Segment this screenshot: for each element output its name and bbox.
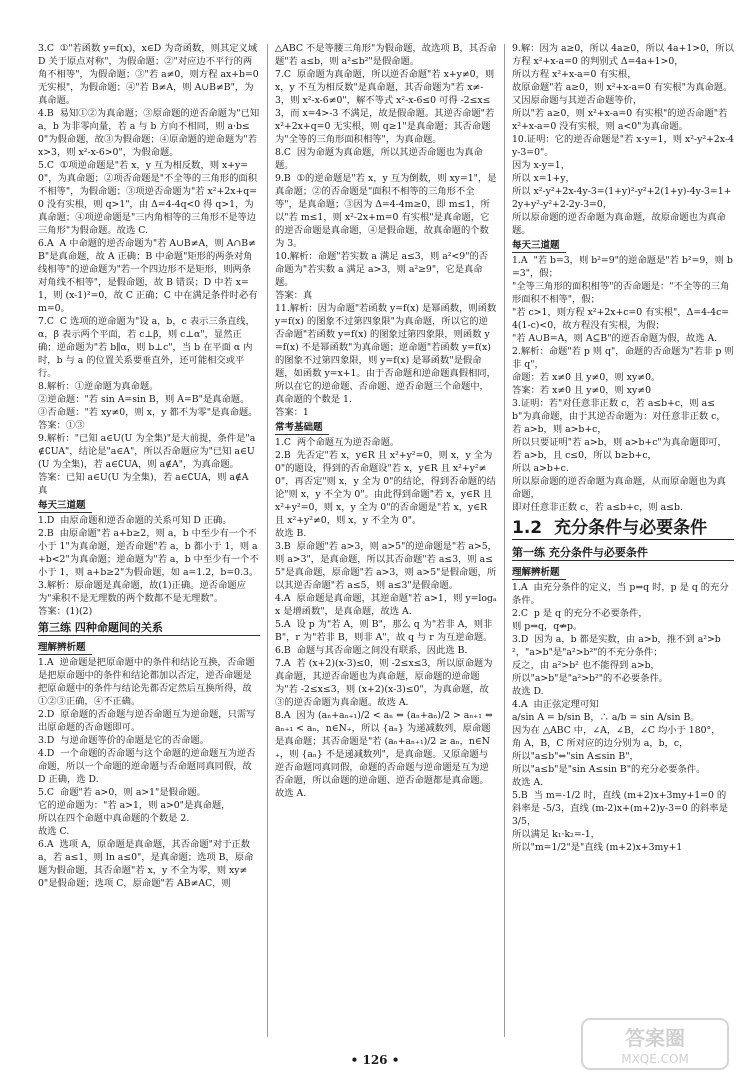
column-divider-left <box>267 44 268 1037</box>
answer-item: 2.解析：命题"若 p 则 q"，命题的否命题为"若非 p 则非 q"， 命题：若 x≠0 且 y≠0，则 xy≠0。 答案：若 x≠0 且 y≠0，则 xy≠0 <box>512 346 734 396</box>
subsection-heading-wrap <box>38 639 260 656</box>
answer-item: 5.B 当 m=-1/2 时，直线 (m+2)x+3my+1=0 的斜率是 -5/3，直线 (m-2)x+(m+2)y-3=0 的斜率是 3/5， 所以满足 k₁·k₂=-1， 所以"m=1/2"是"直线 (m+2)x+3my+1 <box>512 790 728 853</box>
answer-item: 1.A "若 b=3，则 b²=9"的逆命题是"若 b²=9，则 b=3"，假； "全等三角形的面积相等"的否命题是："不全等的三角形面积不相等"，假； "若 c>1，则方程 x²+2x+c=0 有实根"，Δ=4-4c=4(1-c)<0，故方程没有实根，为假； "若 A∪B=A，则 A⊆B"的逆否命题为假，故选 A. <box>512 255 733 344</box>
answer-item: 4.A 原命题是真命题，其逆命题"若 a>1，则 y=logₐx 是增函数"，是真命题，故选 A. <box>275 593 497 617</box>
answer-item: 1.D 由原命题和逆否命题的关系可知 D 正确。 <box>38 515 232 526</box>
answer-item: 3.C ①"若函数 y=f(x)，x∈D 为奇函数，则其定义域 D 关于原点对称"，为假命题；②"对应边不平行的两角不相等"，为假命题；③"若 a≠0，则方程 ax+b=0 无实根"，为假命题；④"若 B≠A，则 A∪B≠B"，为真命题。 <box>38 43 262 106</box>
svg-text:MXQE.COM: MXQE.COM <box>621 1052 689 1066</box>
answer-item: 9.B ①的逆命题是"若 x，y 互为倒数，则 xy=1"，是真命题；②的否命题是"面积不相等的三角形不全等"，是真命题；③因为 Δ=4-4m≥0，即 m≤1，所以"若 m≤1，则 x²-2x+m=0 有实根"是真命题，它的逆否命题是真命题，④是假命题，故真命题的个数为 3。 <box>275 173 497 249</box>
answer-item: 5.C 命题"若 a>0，则 a>1"是假命题。 它的逆命题为："若 a>1，则 a>0"是真命题， 所以在四个命题中真命题的个数是 2. 故选 C. <box>38 787 231 837</box>
answer-item: 5.C ①项逆命题是"若 x，y 互为相反数，则 x+y=0"，为真命题；②项否命题是"不全等的三角形的面积不相等"，为假命题；③项逆否命题为"若 x²+2x+q=0 没有实根，则 q>1"，由 Δ=4-4q<0 得 q>1，为真命题；④项逆命题是"三内角相等的三角形不是等边三角形"为假命题。故选 C. <box>38 160 258 236</box>
subsection-heading-wrap <box>512 237 734 254</box>
lesson-heading: 第一练 充分条件与必要条件 <box>512 546 734 561</box>
answer-item: 4.A 由正弦定理可知 a/sin A = b/sin B，∴ a/b = sin A/sin B。 因为在 △ABC 中，∠A，∠B，∠C 均小于 180°， 角 A，B，C 所对应的边分别为 a，b，c， 所以"a≤b"⇔"sin A≤sin B"， 所以"a≤b"是"sin A≤sin B"的充分必要条件。 故选 A. <box>512 699 721 788</box>
answer-item: 4.D 一个命题的否命题与这个命题的逆命题互为逆否命题，所以一个命题的逆命题与否命题同真同假，故 D 正确，选 D. <box>38 748 256 785</box>
answer-item: 4.B 易知①②为真命题；③原命题的逆否命题为"已知 a，b 为非零向量，若 a 与 b 方向不相同，则 a·b≤0"为假命题，故③为假命题；④原命题的逆命题为"若 x>3，则 x²-x-6>0"，为假命题。 <box>38 108 263 158</box>
subsection-heading: 理解辨析题 <box>512 566 566 580</box>
answer-column-middle <box>275 42 497 1041</box>
lesson-heading: 第三练 四种命题间的关系 <box>38 621 260 636</box>
answer-item: 9.解析："已知 a∈U(U 为全集)"是大前提，条件是"a∉∁UA"，结论是"a∈A"，所以否命题应为"已知 a∈U(U 为全集)，若 a∈∁UA，则 a∉A"，为真命题。 答案：已知 a∈U(U 为全集)，若 a∈∁UA，则 a∉A 真 <box>38 433 256 496</box>
answer-item: 3.B 原命题"若 a>3，则 a>5"的逆命题是"若 a>5，则 a>3"，是真命题，所以其否命题"若 a≤3，则 a≤5"是真命题，原命题"若 a>3，则 a>5"是假命题，所以其逆否命题"若 a≤5，则 a≤3"是假命题。 <box>275 541 497 591</box>
answer-item: 3.D 与逆命题等价的命题是它的否命题。 <box>38 735 209 746</box>
answer-item: 1.A 由充分条件的定义，当 p⇒q 时，p 是 q 的充分条件。 <box>512 582 729 606</box>
answer-column-left <box>38 42 263 1041</box>
subsection-heading: 每天三道题 <box>512 239 566 253</box>
answer-item: 3.证明：若"对任意非正数 c，若 a≤b+c，则 a≤b"为真命题，由于其逆否命题为：对任意非正数 c，若 a>b，则 a>b+c， 所以只要证明"若 a>b，则 a>b+c"为真命题即可， 若 a>b，且 c≤0，所以 b≥b+c， 所以 a>b+c. 所以原命题的逆否命题为真命题，从而原命题也为真命题， 即对任意非正数 c，若 a≤b+c，则 a≤b. <box>512 398 727 513</box>
answer-item: 2.C p 是 q 的充分不必要条件， 则 p⇒q，q⇏p。 <box>512 608 648 632</box>
answer-item: 5.A 设 p 为"若 A，则 B"，那么 q 为"若非 A，则非 B"，r 为"若非 B，则非 A"，故 q 与 r 为互逆命题。 <box>275 619 496 643</box>
subsection-heading: 每天三道题 <box>38 499 92 513</box>
answer-item: 2.B 由原命题"若 a+b≥2，则 a，b 中至少有一个不小于 1"为真命题，逆否命题"若 a，b 都小于 1，则 a+b<2"为真命题；逆命题为"若 a，b 中至少有一个不小于 1，则 a+b≥2"为假命题，如 a=1.2，b=0.3。 <box>38 528 259 578</box>
answer-item: 3.D 因为 a，b 都是实数，由 a>b，推不到 a²>b²，"a>b"是"a²>b²"的不充分条件； 反之，由 a²>b² 也不能得到 a>b， 所以"a>b"是"a²>b²"的不必要条件。 故选 D. <box>512 634 721 697</box>
answer-item: 1.A 逆命题是把原命题中的条件和结论互换，否命题是把原命题中的条件和结论都加以否定，逆否命题是把原命题中的条件与结论先都否定然后互换所得，故①②③正确，④不正确。 <box>38 657 255 707</box>
answer-item: 2.D 原命题的否命题与逆否命题互为逆命题，只需写出原命题的否命题即可。 <box>38 709 256 733</box>
answer-item: 6.B 命题与其否命题之间没有联系，因此选 B. <box>275 645 468 656</box>
answer-item: 11.解析：因为命题"若函数 y=f(x) 是幂函数，则函数 y=f(x) 的图象不过第四象限"为真命题，所以它的逆否命题"若函数 y=f(x) 的图象过第四象限，则函数 y=f(x) 不是幂函数"为真命题；逆命题"若函数 y=f(x) 的图象不过第四象限，则 y=f(x) 是幂函数"是假命题，如函数 y=x+1。由于否命题和逆命题真假相同，所以在它的逆命题、否命题、逆否命题三个命题中，真命题的个数是 1. 答案：1 <box>275 303 497 418</box>
watermark-logo <box>580 1015 730 1073</box>
answer-item: 8.解析：①逆命题为真命题。 ②逆命题："若 sin A=sin B，则 A=B"是真命题。 ③否命题："若 xy≠0，则 x，y 都不为零"是真命题。 答案：①③ <box>38 381 258 431</box>
section-title-heading <box>512 518 734 540</box>
subsection-heading-wrap <box>512 564 734 581</box>
answer-item: 7.A 若 (x+2)(x-3)≤0，则 -2≤x≤3，所以原命题为真命题，其逆否命题也为真命题，原命题的逆命题为"若 -2≤x≤3，则 (x+2)(x-3)≤0"，为真命题，故③的逆否命题为真命题。故选 A. <box>275 658 493 708</box>
page-number: • 126 • <box>350 1053 400 1067</box>
section-number: 1.2 <box>512 518 543 538</box>
answer-item: 3.解析：原命题是真命题，故(1)正确。逆否命题应为"乘积不是无理数的两个数都不是无理数"。 答案：(1)(2) <box>38 580 246 617</box>
section-title-text: 充分条件与必要条件 <box>554 518 708 538</box>
answer-item: 2.B 先否定"若 x，y∈R 且 x²+y²=0，则 x，y 全为 0"的题设，得到的否命题设"若 x，y∈R 且 x²+y²≠0"，再否定"则 x，y 全为 0"的结论，得到否命题的结论"则 x，y 不全为 0"。由此得到命题"若 x，y∈R 且 x²+y²=0，则 x，y 全为 0"的否命题是"若 x，y∈R 且 x²+y²≠0，则 x，y 不全为 0"。 故选 B. <box>275 450 496 539</box>
answer-item: 6.A 选项 A，原命题是真命题，其否命题"对于正数 a，若 a≤1，则 ln a≤0"，是真命题；选项 B，原命题为假命题，其否命题"若 x，y 不全为零，则 xy≠0"是假命题；选项 C，原命题"若 AB≠AC，则 <box>38 839 254 889</box>
answer-item: 7.C 原命题为真命题，所以逆否命题"若 x+y≠0，则 x，y 不互为相反数"是真命题，其否命题为"若 x≠-3，则 x²-x-6≠0"，解不等式 x²-x-6≤0 可得 -2≤x≤3，而 x=4>-3 不满足，故是假命题。其逆否命题"若 x²+2x+q=0 无实根，则 q≥1"是真命题；其否命题为"全等的三角形面积相等"，为真命题。 <box>275 69 498 145</box>
column-divider-right <box>504 44 505 1037</box>
answer-item: 10.解析：命题"若实数 a 满足 a≤3，则 a²<9"的否命题为"若实数 a 满足 a>3，则 a²≥9"，它是真命题。 答案：真 <box>275 251 489 301</box>
answer-item: 6.A A 中命题的逆否命题为"若 A∪B≠A，则 A∩B≠B"是真命题，故 A 正确；B 中命题"矩形的两条对角线相等"的逆命题为"若一个四边形不是矩形，则两条对角线不相等"，是假命题，故 B 错误；D 中若 x=1，则 (x-1)²=0，故 C 正确；C 中在满足条件时必有 m=0。 <box>38 238 261 314</box>
answer-item: 8.A 因为 (aₙ+aₙ₊₁)/2 < aₙ ⇔ (aₙ+aₙ)/2 > aₙ₊₁ ⇔ aₙ₊₁ < aₙ，n∈N₊，所以 {aₙ} 为递减数列，原命题是真命题；其否命题是"若 (aₙ+aₙ₊₁)/2 ≥ aₙ，n∈N₊，则 {aₙ} 不是递减数列"，是真命题。又原命题与逆否命题同真同假，命题的否命题与逆命题是互为逆否命题，所以命题的逆命题、逆否命题都是真命题。故选 A. <box>275 710 496 799</box>
subsection-heading: 常考基础题 <box>275 421 329 435</box>
answer-item: 10.证明：它的逆否命题是"若 x-y=1，则 x²-y²+2x-4y-3=0"。 因为 x-y=1， 所以 x=1+y， 所以 x²-y²+2x-4y-3=(1+y)²-y²+2(1+y)-4y-3=1+2y+y²-y²+2-2y-3=0， 所以原命题的逆否命题为真命题，故原命题也为真命题。 <box>512 134 734 236</box>
answer-item: 1.C 两个命题互为逆否命题。 <box>275 437 400 448</box>
answer-item: 8.C 因为命题为真命题，所以其逆否命题也为真命题。 <box>275 147 483 171</box>
subsection-heading-wrap <box>38 497 260 514</box>
answer-item: △ABC 不是等腰三角形"为假命题，故选项 B，其否命题"若 a≤b，则 a²≤b²"是假命题。 <box>275 43 497 67</box>
subsection-heading: 理解辨析题 <box>38 641 92 655</box>
answer-column-right <box>512 42 734 1041</box>
svg-text:答案圈: 答案圈 <box>625 1026 685 1050</box>
answer-item: 7.C C 选项的逆命题为"设 a，b，c 表示三条直线，α，β 表示两个平面，若 c⊥β，则 c⊥α"，显然正确；逆命题为"若 b∥α，则 b⊥c"，当 b 在平面 α 内时，b 与 a 的位置关系要垂直外，还可能相交或平行。 <box>38 316 255 379</box>
answer-item: 9.解：因为 a≥0，所以 4a≥0，所以 4a+1>0，所以方程 x²+x-a=0 的判别式 Δ=4a+1>0， 所以方程 x²+x-a=0 有实根， 故原命题"若 a≥0，则 x²+x-a=0 有实根"为真命题。 又因原命题与其逆否命题等价， 所以"若 a≥0，则 x²+x-a=0 有实根"的逆否命题"若 x²+x-a=0 没有实根，则 a<0"为真命题。 <box>512 43 734 132</box>
subsection-heading-wrap <box>275 419 497 436</box>
